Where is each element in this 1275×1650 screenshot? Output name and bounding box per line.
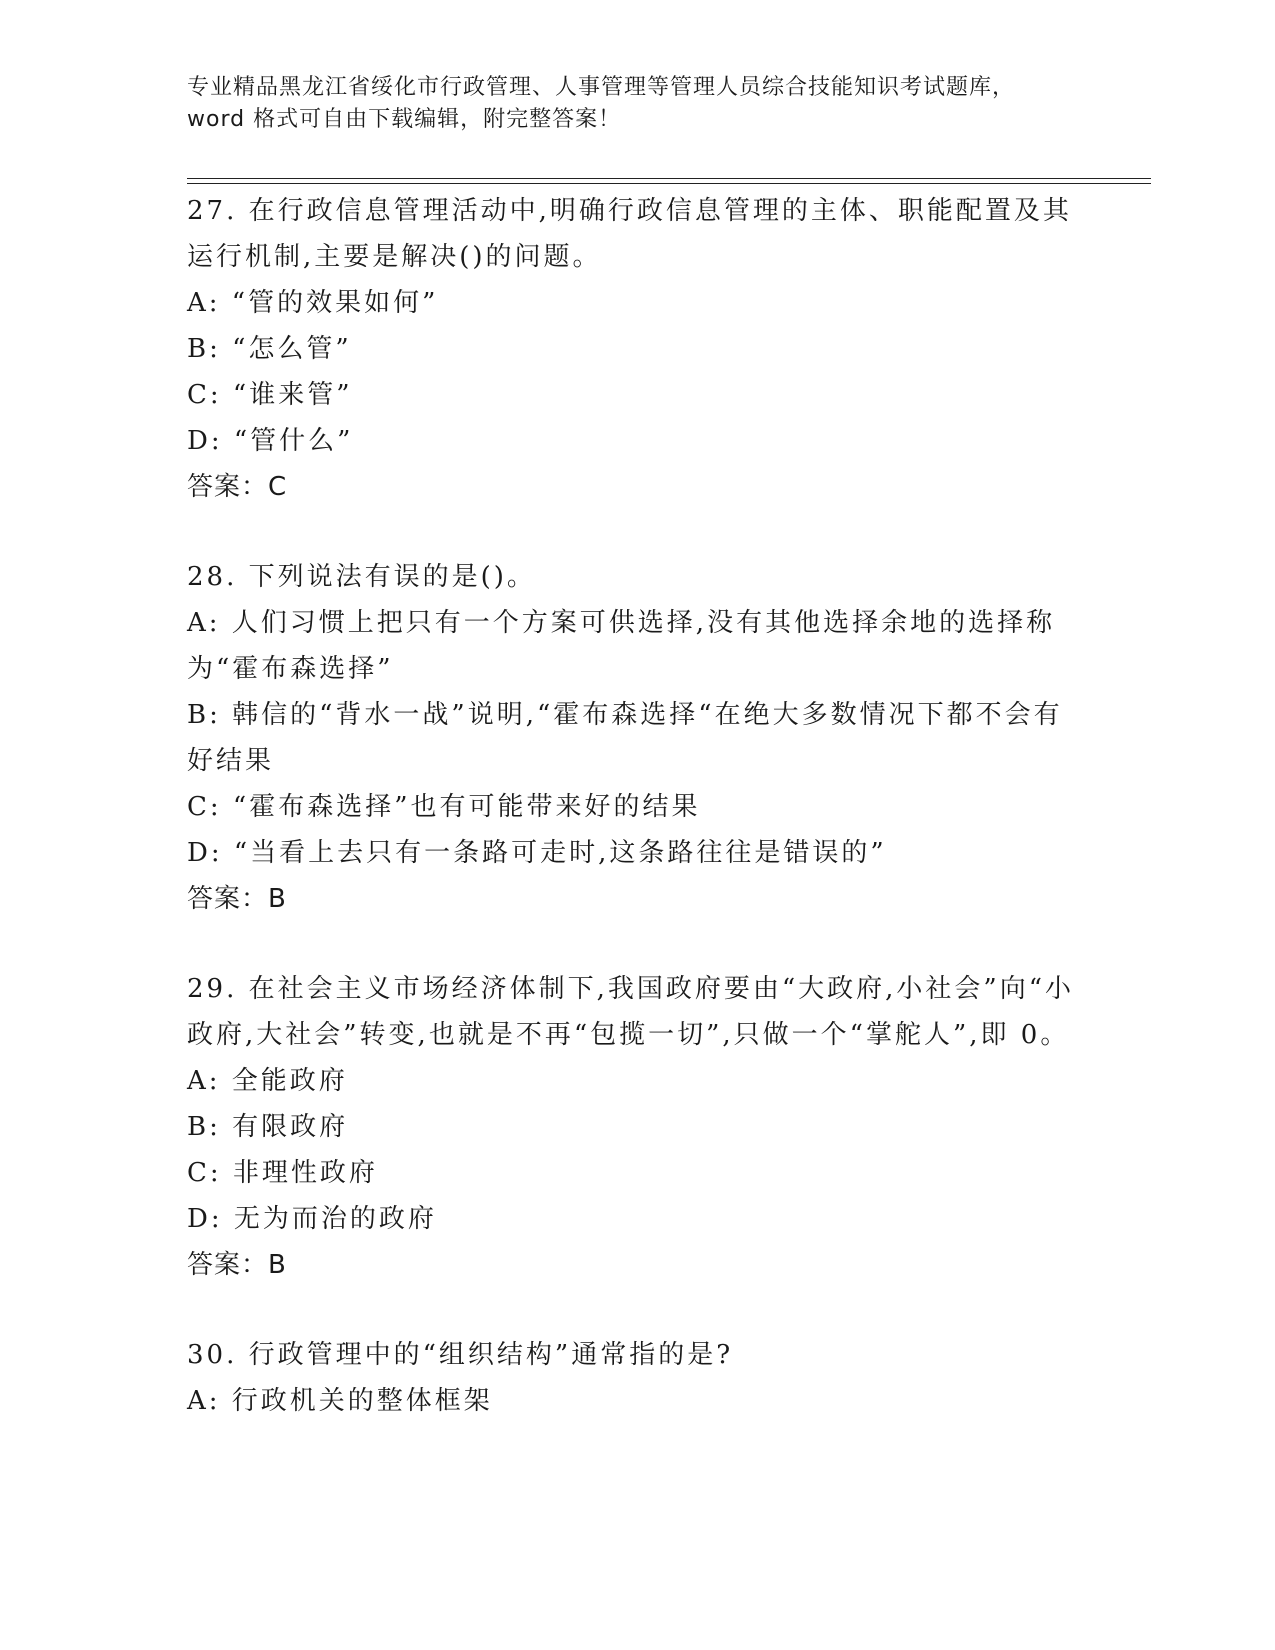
spacer [187, 1288, 1087, 1332]
question-stem: 30. 行政管理中的“组织结构”通常指的是? [187, 1340, 734, 1370]
option-a: A: 全能政府 [187, 1066, 348, 1096]
option-c: C: “谁来管” [187, 380, 353, 410]
question-list [187, 188, 1087, 1424]
question-29 [187, 966, 1087, 1288]
option-d: D: “管什么” [187, 426, 354, 456]
header-divider-top [187, 178, 1151, 179]
header-line-1: 专业精品黑龙江省绥化市行政管理、人事管理等管理人员综合技能知识考试题库， [187, 75, 1016, 100]
question-stem: 28. 下列说法有误的是()。 [187, 562, 536, 592]
question-stem: 27. 在行政信息管理活动中,明确行政信息管理的主体、职能配置及其运行机制,主要是解决()的问题。 [187, 196, 1072, 272]
spacer [187, 510, 1087, 554]
option-b: B: “怎么管” [187, 334, 352, 364]
option-a: A: 行政机关的整体框架 [187, 1386, 493, 1416]
option-d: D: 无为而治的政府 [187, 1204, 437, 1234]
answer: 答案：B [187, 884, 287, 914]
question-stem: 29. 在社会主义市场经济体制下,我国政府要由“大政府,小社会”向“小政府,大社会”转变,也就是不再“包揽一切”,只做一个“掌舵人”,即 0。 [187, 974, 1075, 1050]
spacer [187, 922, 1087, 966]
option-b: B: 有限政府 [187, 1112, 349, 1142]
option-c: C: 非理性政府 [187, 1158, 378, 1188]
question-27 [187, 188, 1087, 510]
answer: 答案：C [187, 472, 288, 502]
option-b: B: 韩信的“背水一战”说明,“霍布森选择“在绝大多数情况下都不会有好结果 [187, 700, 1063, 776]
option-c: C: “霍布森选择”也有可能带来好的结果 [187, 792, 701, 822]
option-a: A: 人们习惯上把只有一个方案可供选择,没有其他选择余地的选择称为“霍布森选择” [187, 608, 1056, 684]
header-divider-bottom [187, 183, 1151, 184]
option-d: D: “当看上去只有一条路可走时,这条路往往是错误的” [187, 838, 887, 868]
question-30 [187, 1332, 1087, 1424]
document-header [187, 72, 1087, 136]
option-a: A: “管的效果如何” [187, 288, 439, 318]
question-28 [187, 554, 1087, 922]
answer: 答案：B [187, 1250, 287, 1280]
header-line-2: word 格式可自由下载编辑，附完整答案！ [187, 107, 622, 132]
